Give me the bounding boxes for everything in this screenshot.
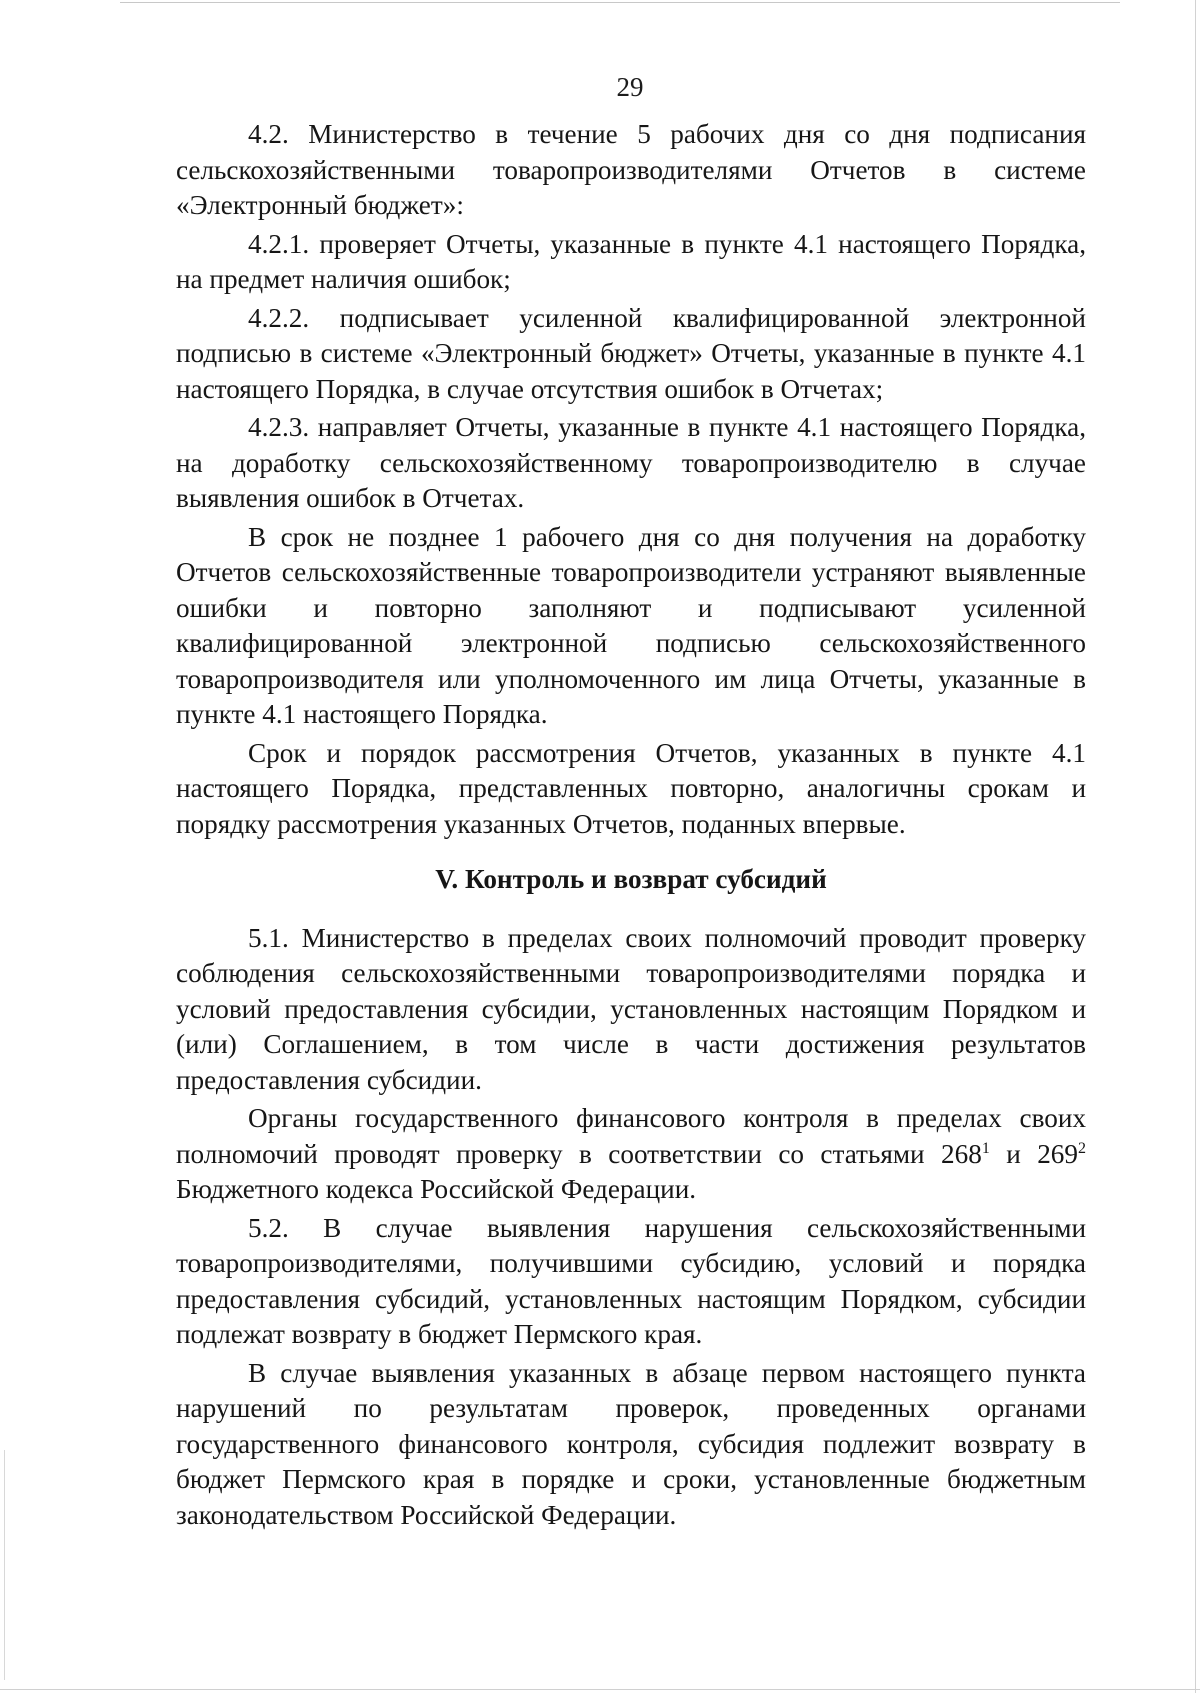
- paragraph-rework: В срок не позднее 1 рабочего дня со дня получения на доработку Отчетов сельскохозяйственные товаропроизводители устраняют выявленные ошибки и повторно заполняют и подписывают усиленной квалифицированной электронной подписью сельскохозяйственного товаропроизводителя или уполномоченного им лица Отчеты, указанные в пункте 4.1 настоящего Порядка.: [176, 521, 1086, 729]
- page-number: 29: [616, 72, 644, 102]
- footnote-sup-2: 2: [1078, 1139, 1086, 1157]
- paragraph-5-2-b: В случае выявления указанных в абзаце первом настоящего пункта нарушений по результатам проверок, проведенных органами государственного финансового контроля, субсидия подлежит возврату в бюджет Пермского края в порядке и сроки, установленные бюджетным законодательством Российской Федерации.: [176, 1357, 1086, 1530]
- document-body: [176, 117, 1086, 1533]
- paragraph-4-2-3: 4.2.3. направляет Отчеты, указанные в пункте 4.1 настоящего Порядка, на доработку сельскохозяйственному товаропроизводителю в случае выявления ошибок в Отчетах.: [176, 412, 1086, 513]
- control-text-middle: и 269: [989, 1138, 1078, 1169]
- control-text-before: Органы государственного финансового контроля в пределах своих полномочий проводят проверку в соответствии со статьями 268: [176, 1103, 1086, 1169]
- scan-edge-left: [4, 1450, 5, 1680]
- paragraph-term: Срок и порядок рассмотрения Отчетов, указанных в пункте 4.1 настоящего Порядка, представленных повторно, аналогичны срокам и порядку рассмотрения указанных Отчетов, поданных впервые.: [176, 737, 1086, 839]
- paragraph-5-1: 5.1. Министерство в пределах своих полномочий проводит проверку соблюдения сельскохозяйственными товаропроизводителями порядка и условий предоставления субсидии, установленных настоящим Порядком и (или) Соглашением, в том числе в части достижения результатов предоставления субсидии.: [176, 922, 1086, 1095]
- scan-edge-top: [120, 2, 1120, 3]
- control-text-after: Бюджетного кодекса Российской Федерации.: [176, 1174, 697, 1204]
- paragraph-4-2-1: 4.2.1. проверяет Отчеты, указанные в пункте 4.1 настоящего Порядка, на предмет наличия ошибок;: [176, 228, 1086, 294]
- section-heading: V. Контроль и возврат субсидий: [435, 864, 827, 894]
- scan-edge-bottom: [0, 1689, 1200, 1690]
- paragraph-control-bodies: [176, 1101, 1086, 1208]
- paragraph-4-2: 4.2. Министерство в течение 5 рабочих дня со дня подписания сельскохозяйственными товаропроизводителями Отчетов в системе «Электронный бюджет»:: [176, 119, 1086, 220]
- scan-edge-right: [1195, 0, 1196, 1693]
- paragraph-5-2: 5.2. В случае выявления нарушения сельскохозяйственными товаропроизводителями, получившими субсидию, условий и порядка предоставления субсидий, установленных настоящим Порядком, субсидии подлежат возврату в бюджет Пермского края.: [176, 1212, 1086, 1349]
- footnote-sup-1: 1: [981, 1139, 990, 1157]
- paragraph-4-2-2: 4.2.2. подписывает усиленной квалифицированной электронной подписью в системе «Электронный бюджет» Отчеты, указанные в пункте 4.1 настоящего Порядка, в случае отсутствия ошибок в Отчетах;: [176, 302, 1086, 404]
